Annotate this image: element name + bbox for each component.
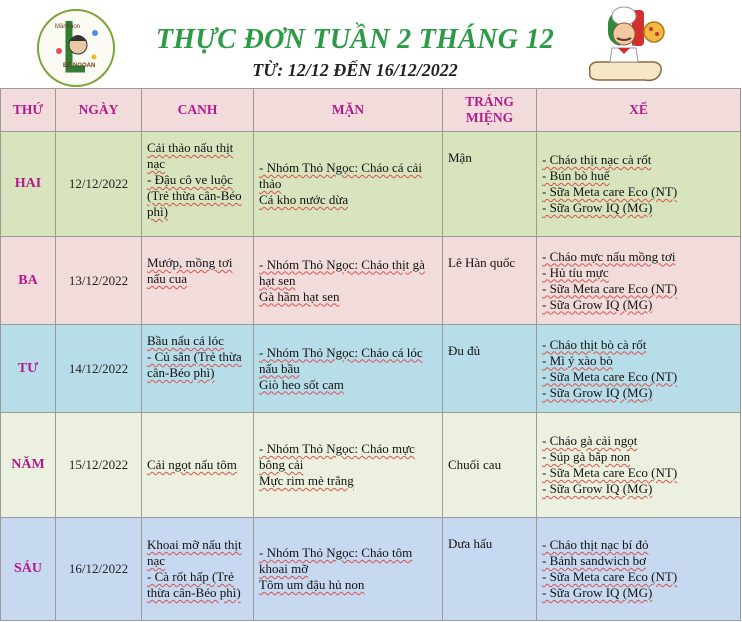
dish-line: - Đậu cô ve luộc (Trẻ thừa cân-Béo phì) (147, 172, 242, 219)
snack-cell (537, 237, 741, 325)
dish-line: - Nhóm Thỏ Ngọc: Cháo cá cải thảo (259, 160, 422, 191)
snack-line: - Bún bò huế (542, 168, 610, 183)
table-header-row (1, 89, 741, 132)
table-row (1, 237, 741, 325)
dessert-cell: Dưa hấu (443, 518, 537, 621)
snack-line: - Cháo thịt bò cà rốt (542, 336, 647, 352)
snack-cell (537, 413, 741, 518)
soup-cell (142, 413, 254, 518)
date-cell: 16/12/2022 (56, 518, 142, 621)
date-cell: 12/12/2022 (56, 132, 142, 237)
column-header-man: MẶN (254, 89, 443, 132)
soup-cell (142, 518, 254, 621)
page-subtitle: TỪ: 12/12 ĐẾN 16/12/2022 (252, 60, 458, 80)
snack-line: - Sữa Meta care Eco (NT) (542, 368, 678, 384)
dish-line: Giò heo sốt cam (259, 376, 344, 392)
date-cell: 13/12/2022 (56, 237, 142, 325)
column-header-xe: XẾ (537, 89, 741, 132)
dish-line: Cải thảo nấu thịt nạc (147, 140, 234, 171)
day-cell: NĂM (1, 413, 56, 518)
dish-line: Gà hầm hạt sen (259, 288, 340, 304)
dish-line: Mực rim mè trắng (259, 473, 354, 488)
snack-line: - Cháo gà cải ngọt (542, 433, 638, 448)
snack-line: - Cháo thịt nạc bí đỏ (542, 537, 649, 552)
soup-cell (142, 237, 254, 325)
main-dish-cell (254, 237, 443, 325)
dish-line: - Nhóm Thỏ Ngọc: Cháo cá lóc nấu bầu (259, 344, 423, 376)
dessert-cell: Mận (443, 132, 537, 237)
page-title: THỰC ĐƠN TUẦN 2 THÁNG 12 (155, 24, 555, 55)
logo-text-bottom: BÉ NGOAN (63, 63, 96, 69)
snack-cell (537, 518, 741, 621)
column-header-trang-mieng: TRÁNG MIỆNG (443, 89, 537, 132)
snack-line: - Cháo thịt nạc cà rốt (542, 152, 652, 167)
dish-line: - Nhóm Thỏ Ngọc: Cháo tôm khoai mỡ (259, 545, 413, 576)
school-logo-icon (37, 9, 115, 87)
snack-line: - Cháo mực nấu mồng tơi (542, 248, 676, 264)
dish-line: - Nhóm Thỏ Ngọc: Cháo mực bông cải (259, 441, 415, 472)
snack-line: - Sữa Grow IQ (MG) (542, 200, 653, 215)
day-cell: SÁU (1, 518, 56, 621)
dish-line: - Cà rốt hấp (Trẻ thừa cân-Béo phì) (147, 569, 241, 600)
table-row (1, 325, 741, 413)
dish-line: Mướp, mồng tơi nấu cua (147, 255, 233, 286)
page-header (0, 0, 742, 88)
column-header-canh: CANH (142, 89, 254, 132)
dish-line: Cải ngọt nấu tôm (147, 457, 237, 472)
weekly-menu-table (0, 88, 741, 621)
table-row (1, 413, 741, 518)
dish-line: - Củ sắn (Trẻ thừa cân-Béo phì) (147, 349, 242, 380)
snack-line: - Hủ tíu mực (542, 264, 609, 280)
dish-line: Bầu nấu cá lóc (147, 333, 224, 348)
snack-line: - Sữa Grow IQ (MG) (542, 585, 653, 600)
date-cell: 15/12/2022 (56, 413, 142, 518)
column-header-ngay: NGÀY (56, 89, 142, 132)
table-row (1, 132, 741, 237)
snack-line: - Mì ý xào bò (542, 352, 613, 368)
main-dish-cell (254, 518, 443, 621)
day-cell: HAI (1, 132, 56, 237)
dessert-cell: Chuối cau (443, 413, 537, 518)
snack-line: - Sữa Grow IQ (MG) (542, 384, 653, 400)
column-header-thu: THỨ (1, 89, 56, 132)
table-row (1, 518, 741, 621)
snack-cell (537, 325, 741, 413)
main-dish-cell (254, 325, 443, 413)
day-cell: TƯ (1, 325, 56, 413)
dish-line: - Nhóm Thỏ Ngọc: Cháo thịt gà hạt sen (259, 256, 425, 288)
logo-text-top: Mầm non (55, 24, 81, 30)
day-cell: BA (1, 237, 56, 325)
dish-line: Tôm um đậu hủ non (259, 577, 365, 592)
date-cell: 14/12/2022 (56, 325, 142, 413)
snack-cell (537, 132, 741, 237)
main-dish-cell (254, 132, 443, 237)
snack-line: - Sữa Meta care Eco (NT) (542, 184, 678, 199)
snack-line: - Bánh sandwich bơ (542, 553, 646, 568)
snack-line: - Sữa Meta care Eco (NT) (542, 569, 678, 584)
main-dish-cell (254, 413, 443, 518)
soup-cell (142, 132, 254, 237)
snack-line: - Sữa Meta care Eco (NT) (542, 280, 678, 296)
dessert-cell: Lê Hàn quốc (443, 237, 537, 325)
dessert-cell: Đu đủ (443, 325, 537, 413)
snack-line: - Sữa Grow IQ (MG) (542, 296, 653, 312)
snack-line: - Súp gà bắp non (542, 449, 631, 464)
dish-line: Khoai mỡ nấu thịt nạc (147, 537, 242, 568)
dish-line: Cá kho nước dừa (259, 192, 349, 207)
soup-cell (142, 325, 254, 413)
snack-line: - Sữa Grow IQ (MG) (542, 481, 653, 496)
snack-line: - Sữa Meta care Eco (NT) (542, 465, 678, 480)
chef-pizza-icon (578, 2, 672, 88)
